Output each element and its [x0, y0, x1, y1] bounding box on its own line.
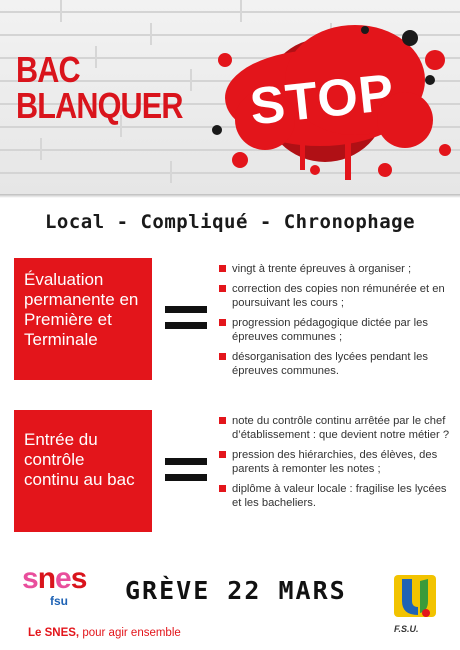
snes-fsu-label: fsu [50, 594, 68, 608]
bullet-square-icon [219, 285, 226, 292]
snes-logo: snes [22, 562, 87, 595]
stop-stamp: STOP [247, 63, 398, 137]
bullet-square-icon [219, 353, 226, 360]
bullet-square-icon [219, 485, 226, 492]
subtitle: Local - Compliqué - Chronophage [44, 211, 416, 233]
list-evaluation [218, 262, 450, 384]
page-title [16, 49, 183, 126]
bullet-square-icon [219, 451, 226, 458]
list-item: progression pédagogique dictée par les épreuves communes ; [218, 316, 450, 344]
bullet-square-icon [219, 319, 226, 326]
list-item: note du contrôle continu arrêtée par le chef d’établissement : que devient notre métier ? [218, 414, 450, 442]
divider [0, 194, 460, 198]
strike-date: GRÈVE 22 MARS [125, 576, 347, 605]
fsu-logo-icon [392, 573, 438, 621]
bullet-square-icon [219, 417, 226, 424]
list-item: vingt à trente épreuves à organiser ; [218, 262, 450, 276]
equals-icon [165, 458, 207, 490]
red-box-controle-continu: Entrée du contrôle continu au bac [14, 410, 152, 532]
bullet-square-icon [219, 265, 226, 272]
list-item: diplôme à valeur locale : fragilise les lycées et les bacheliers. [218, 482, 450, 510]
list-item: pression des hiérarchies, des élèves, des parents à remonter les notes ; [218, 448, 450, 476]
equals-icon [165, 306, 207, 338]
title-line-blanquer: BLANQUER [16, 85, 183, 126]
fsu-label: F.S.U. [394, 624, 419, 634]
slogan: Le SNES, pour agir ensemble [28, 627, 181, 639]
list-controle-continu [218, 414, 450, 516]
header-banner [0, 0, 460, 195]
list-item: désorganisation des lycées pendant les épreuves communes. [218, 350, 450, 378]
red-box-evaluation: Évaluation permanente en Première et Terminale [14, 258, 152, 380]
list-item: correction des copies non rémunérée et en poursuivant les cours ; [218, 282, 450, 310]
title-line-bac: BAC [16, 49, 80, 90]
